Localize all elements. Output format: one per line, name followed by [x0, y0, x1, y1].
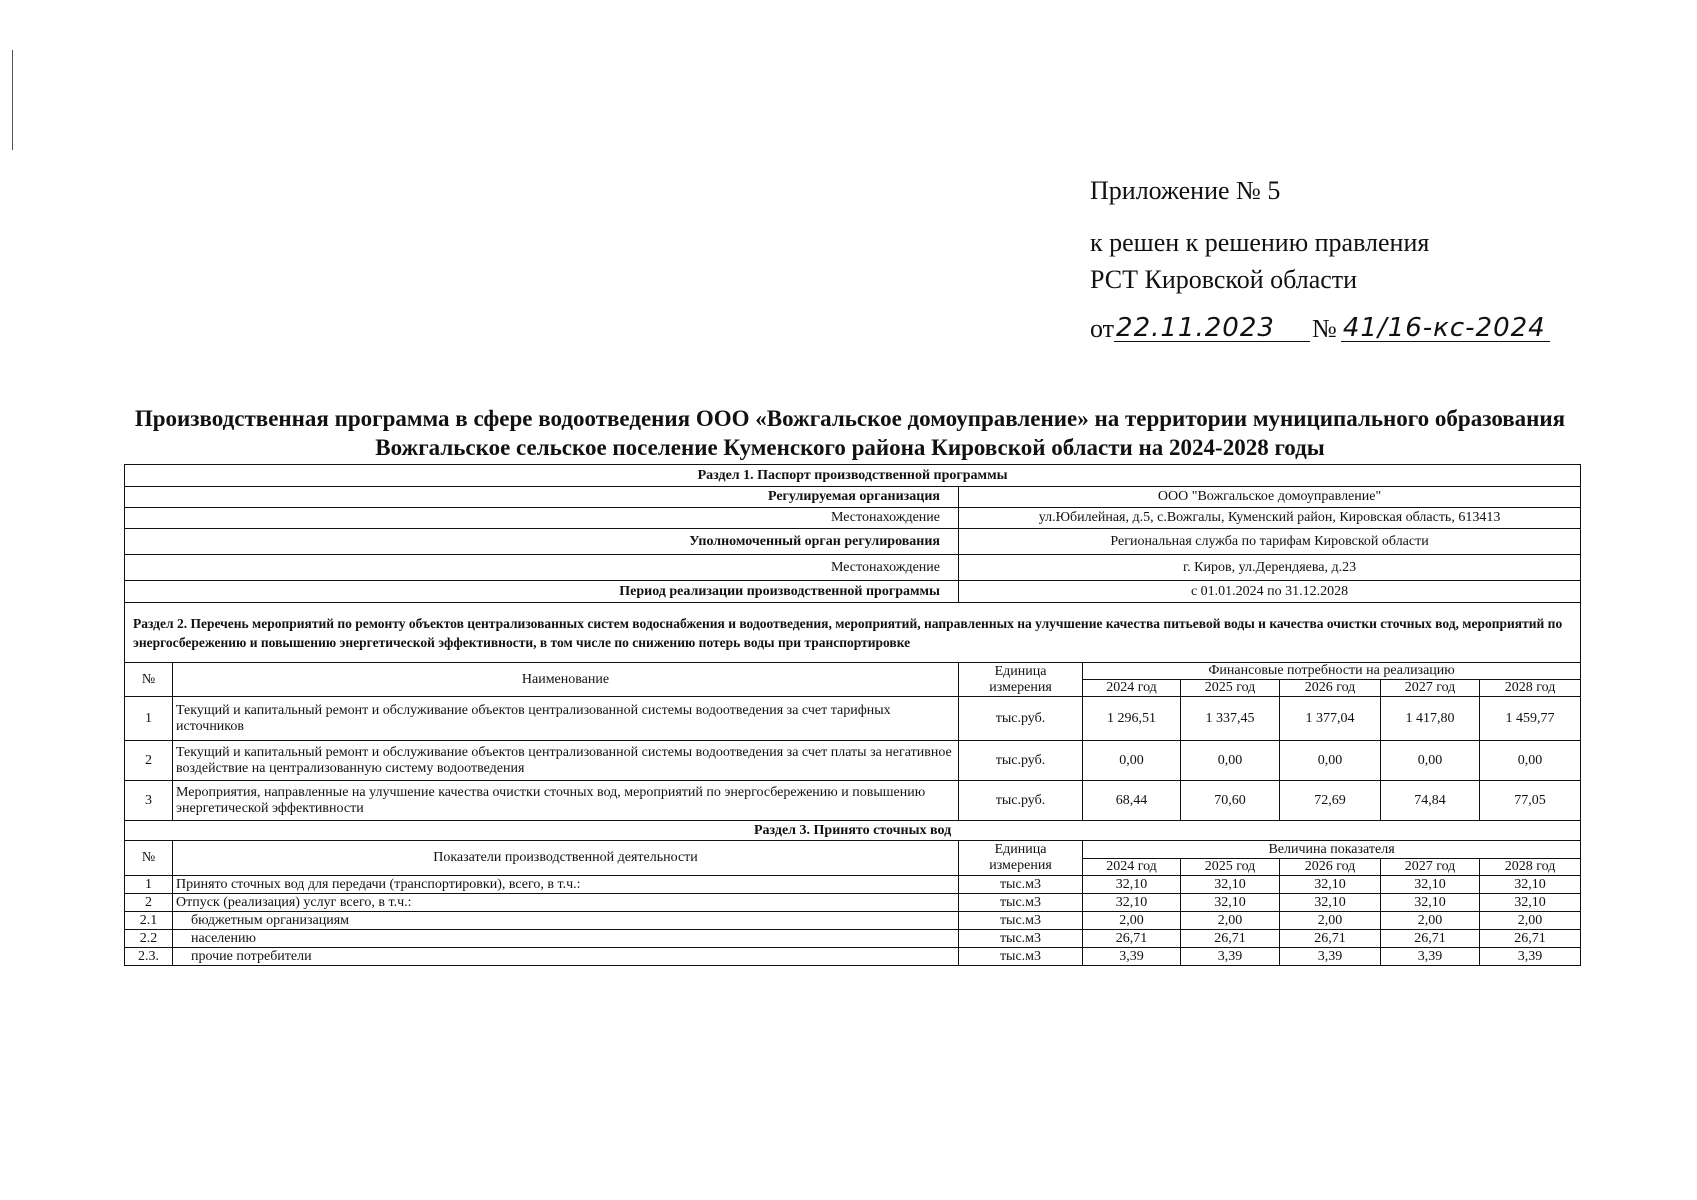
table-row — [125, 741, 1581, 781]
row-value: 3,39 — [1181, 948, 1280, 966]
decree-reference — [1090, 315, 1550, 342]
appendix-authority: РСТ Кировской области — [1090, 265, 1358, 294]
table-row — [125, 912, 1581, 930]
section2-year-header: 2024 год — [1083, 680, 1181, 697]
section3-col-unit: Единица измерения — [959, 841, 1083, 876]
row-value: 26,71 — [1083, 930, 1181, 948]
row-value: 2,00 — [1181, 912, 1280, 930]
row-name: Текущий и капитальный ремонт и обслуживание объектов централизованной системы водоотведения за счет платы за негативное воздействие на централизованную систему водоотведения — [173, 741, 959, 781]
row-number: 3 — [125, 781, 173, 821]
row-value: 26,71 — [1381, 930, 1480, 948]
row-value: 1 337,45 — [1181, 697, 1280, 741]
passport-value: Региональная служба по тарифам Кировской области — [959, 529, 1581, 555]
row-value: 26,71 — [1280, 930, 1381, 948]
scan-edge-line — [12, 50, 13, 150]
section2-col-no: № — [125, 663, 173, 697]
passport-row — [125, 508, 1581, 529]
row-number: 2 — [125, 894, 173, 912]
row-value: 0,00 — [1381, 741, 1480, 781]
table-row — [125, 894, 1581, 912]
row-value: 68,44 — [1083, 781, 1181, 821]
row-value: 1 296,51 — [1083, 697, 1181, 741]
passport-value: ООО "Вожгальское домоуправление" — [959, 487, 1581, 508]
row-unit: тыс.м3 — [959, 930, 1083, 948]
row-value: 26,71 — [1181, 930, 1280, 948]
passport-row — [125, 529, 1581, 555]
passport-row — [125, 581, 1581, 603]
decree-date: 22.11.2023 — [1114, 315, 1310, 342]
section3-year-header: 2025 год — [1181, 859, 1280, 876]
row-value: 32,10 — [1083, 876, 1181, 894]
row-number: 2.3. — [125, 948, 173, 966]
decree-from-label: от — [1090, 314, 1115, 343]
row-value: 2,00 — [1280, 912, 1381, 930]
row-value: 72,69 — [1280, 781, 1381, 821]
section2-year-header: 2026 год — [1280, 680, 1381, 697]
appendix-block — [1090, 178, 1550, 342]
section2-year-header: 2025 год — [1181, 680, 1280, 697]
row-value: 1 459,77 — [1480, 697, 1581, 741]
row-unit: тыс.руб. — [959, 781, 1083, 821]
row-name: прочие потребители — [173, 948, 959, 966]
section2-year-header: 2027 год — [1381, 680, 1480, 697]
row-value: 32,10 — [1480, 876, 1581, 894]
section2-col-name: Наименование — [173, 663, 959, 697]
row-name: Текущий и капитальный ремонт и обслуживание объектов централизованной системы водоотведения за счет тарифных источников — [173, 697, 959, 741]
table-row — [125, 948, 1581, 966]
row-value: 70,60 — [1181, 781, 1280, 821]
section1-heading: Раздел 1. Паспорт производственной программы — [125, 465, 1581, 487]
section2-year-header: 2028 год — [1480, 680, 1581, 697]
row-value: 0,00 — [1280, 741, 1381, 781]
row-value: 3,39 — [1480, 948, 1581, 966]
row-unit: тыс.м3 — [959, 912, 1083, 930]
row-value: 0,00 — [1083, 741, 1181, 781]
decree-number-label: № — [1312, 314, 1337, 343]
row-value: 32,10 — [1181, 894, 1280, 912]
row-value: 2,00 — [1480, 912, 1581, 930]
appendix-number: Приложение № 5 — [1090, 176, 1281, 205]
appendix-decision-line: к решен к решению правления — [1090, 228, 1430, 257]
row-unit: тыс.руб. — [959, 741, 1083, 781]
row-value: 32,10 — [1381, 894, 1480, 912]
row-value: 3,39 — [1381, 948, 1480, 966]
row-value: 1 377,04 — [1280, 697, 1381, 741]
passport-label: Местонахождение — [125, 508, 959, 529]
passport-label: Период реализации производственной программы — [125, 581, 959, 603]
row-name: Мероприятия, направленные на улучшение качества очистки сточных вод, мероприятий по энергосбережению и повышению энергетической эффективности — [173, 781, 959, 821]
section3-year-header: 2027 год — [1381, 859, 1480, 876]
passport-row — [125, 487, 1581, 508]
section2-col-unit: Единица измерения — [959, 663, 1083, 697]
row-number: 1 — [125, 697, 173, 741]
row-value: 32,10 — [1381, 876, 1480, 894]
section3-col-name: Показатели производственной деятельности — [173, 841, 959, 876]
section3-col-group: Величина показателя — [1083, 841, 1581, 859]
row-unit: тыс.м3 — [959, 948, 1083, 966]
passport-label: Уполномоченный орган регулирования — [125, 529, 959, 555]
row-value: 26,71 — [1480, 930, 1581, 948]
passport-label: Местонахождение — [125, 555, 959, 581]
row-number: 2.1 — [125, 912, 173, 930]
passport-value: с 01.01.2024 по 31.12.2028 — [959, 581, 1581, 603]
passport-value: ул.Юбилейная, д.5, с.Вожгалы, Куменский район, Кировская область, 613413 — [959, 508, 1581, 529]
decree-number: 41/16-кс-2024 — [1341, 315, 1550, 342]
row-value: 0,00 — [1480, 741, 1581, 781]
row-number: 1 — [125, 876, 173, 894]
section3-col-no: № — [125, 841, 173, 876]
row-name: Отпуск (реализация) услуг всего, в т.ч.: — [173, 894, 959, 912]
row-name: населению — [173, 930, 959, 948]
row-value: 2,00 — [1083, 912, 1181, 930]
section2-heading: Раздел 2. Перечень мероприятий по ремонту объектов централизованных систем водоснабжения и водоотведения, мероприятий, направленных на улучшение качества питьевой воды и качества очистки сточных вод, мероприятий по энергосбережению и повышению энергетической эффективности, в том числе по снижению потерь воды при транспортировке — [125, 603, 1581, 663]
row-unit: тыс.руб. — [959, 697, 1083, 741]
row-value: 32,10 — [1480, 894, 1581, 912]
table-row — [125, 697, 1581, 741]
row-value: 32,10 — [1280, 894, 1381, 912]
row-value: 77,05 — [1480, 781, 1581, 821]
row-value: 32,10 — [1181, 876, 1280, 894]
row-unit: тыс.м3 — [959, 876, 1083, 894]
row-value: 74,84 — [1381, 781, 1480, 821]
passport-value: г. Киров, ул.Дерендяева, д.23 — [959, 555, 1581, 581]
row-value: 0,00 — [1181, 741, 1280, 781]
section2-col-group: Финансовые потребности на реализацию — [1083, 663, 1581, 680]
table-row — [125, 930, 1581, 948]
row-number: 2.2 — [125, 930, 173, 948]
row-value: 32,10 — [1083, 894, 1181, 912]
section3-year-header: 2028 год — [1480, 859, 1581, 876]
row-value: 3,39 — [1083, 948, 1181, 966]
passport-label: Регулируемая организация — [125, 487, 959, 508]
row-unit: тыс.м3 — [959, 894, 1083, 912]
document-title: Производственная программа в сфере водоотведения ООО «Вожгальское домоуправление» на территории муниципального образования Вожгальское сельское поселение Куменского района Кировской области на 2024-2028 годы — [134, 406, 1566, 460]
section3-year-header: 2026 год — [1280, 859, 1381, 876]
section3-year-header: 2024 год — [1083, 859, 1181, 876]
row-number: 2 — [125, 741, 173, 781]
program-table — [124, 464, 1581, 966]
passport-row — [125, 555, 1581, 581]
row-value: 32,10 — [1280, 876, 1381, 894]
row-name: Принято сточных вод для передачи (транспортировки), всего, в т.ч.: — [173, 876, 959, 894]
section3-heading: Раздел 3. Принято сточных вод — [125, 821, 1581, 841]
row-value: 1 417,80 — [1381, 697, 1480, 741]
row-name: бюджетным организациям — [173, 912, 959, 930]
table-row — [125, 781, 1581, 821]
row-value: 3,39 — [1280, 948, 1381, 966]
table-row — [125, 876, 1581, 894]
row-value: 2,00 — [1381, 912, 1480, 930]
